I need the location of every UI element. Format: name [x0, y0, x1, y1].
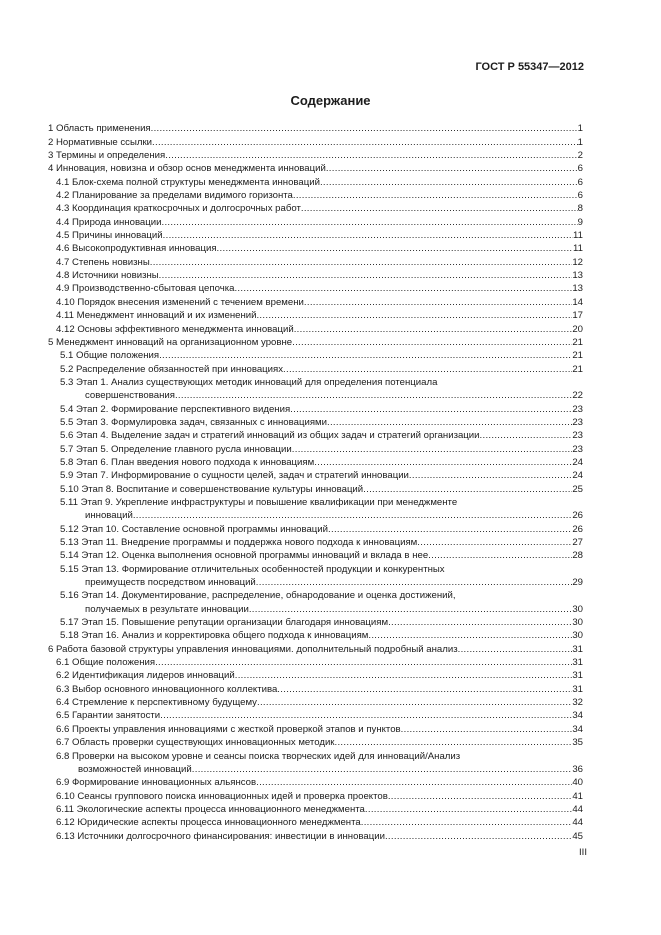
dot-leader	[368, 630, 572, 641]
toc-entry	[48, 802, 583, 815]
toc-entry-page: 26	[572, 523, 583, 535]
toc-entry	[48, 134, 583, 147]
toc-entry-page: 11	[573, 243, 583, 255]
toc-entry-title: 4.12 Основы эффективного менеджмента инноваций	[56, 323, 294, 335]
toc-entry-title: 6.6 Проекты управления инновациями с жесткой проверкой этапов и пунктов	[56, 723, 401, 735]
toc-entry-title: 5.4 Этап 2. Формирование перспективного видения	[60, 403, 291, 415]
toc-entry	[48, 201, 583, 214]
dot-leader	[327, 417, 572, 428]
dot-leader	[304, 297, 572, 308]
dot-leader	[257, 697, 572, 708]
dot-leader	[458, 644, 573, 655]
toc-entry-title: 4.8 Источники новизны	[56, 270, 159, 282]
table-of-contents	[48, 121, 583, 842]
toc-entry-title: 5.16 Этап 14. Документирование, распределение, обнародование и оценка достижений,	[60, 590, 456, 602]
toc-entry-page: 14	[572, 296, 583, 308]
toc-entry	[48, 281, 583, 294]
toc-entry-title: 5.10 Этап 8. Воспитание и совершенствование культуры инноваций	[60, 483, 364, 495]
dot-leader	[133, 510, 572, 521]
toc-entry	[48, 775, 583, 788]
dot-leader	[159, 270, 573, 281]
toc-entry-title: 4.4 Природа инновации	[56, 216, 162, 228]
toc-entry-page: 6	[577, 163, 583, 175]
toc-entry	[48, 495, 583, 508]
toc-entry-title: 4.11 Менеджмент инноваций и их изменений	[56, 310, 257, 322]
toc-entry-title: 5.17 Этап 15. Повышение репутации организации благодаря инновациям	[60, 617, 389, 629]
toc-entry	[48, 762, 583, 775]
toc-entry	[48, 481, 583, 494]
toc-entry	[48, 388, 583, 401]
toc-entry-page: 36	[572, 763, 583, 775]
toc-entry-title: 4.2 Планирование за пределами видимого горизонта	[56, 190, 293, 202]
dot-leader	[320, 177, 578, 188]
toc-entry	[48, 788, 583, 801]
toc-entry-page: 28	[572, 550, 583, 562]
toc-entry-page: 31	[572, 643, 583, 655]
toc-entry-page: 21	[572, 336, 583, 348]
toc-entry-title: 6.13 Источники долгосрочного финансирования: инвестиции в инновации	[56, 830, 385, 842]
dot-leader	[388, 791, 573, 802]
toc-entry-title: 4.9 Производственно-сбытовая цепочка	[56, 283, 235, 295]
toc-entry	[48, 228, 583, 241]
toc-entry-title: 6.2 Идентификация лидеров инноваций	[56, 670, 235, 682]
toc-entry	[48, 708, 583, 721]
dot-leader	[293, 190, 578, 201]
toc-entry-page: 6	[577, 190, 583, 202]
toc-entry-page: 22	[572, 390, 583, 402]
toc-entry-page: 34	[572, 710, 583, 722]
toc-entry-title: 5.5 Этап 3. Формулировка задач, связанных с инновациями	[60, 416, 327, 428]
toc-entry-page: 44	[572, 803, 583, 815]
toc-entry-title: 5.9 Этап 7. Информирование о сущности целей, задач и стратегий инновации	[60, 470, 409, 482]
dot-leader	[401, 724, 573, 735]
dot-leader	[256, 777, 572, 788]
toc-entry-page: 17	[572, 310, 583, 322]
toc-entry-page: 31	[572, 657, 583, 669]
toc-entry-page: 44	[572, 817, 583, 829]
toc-entry	[48, 641, 583, 654]
dot-leader	[160, 710, 572, 721]
toc-entry-page: 11	[573, 230, 583, 242]
toc-entry	[48, 348, 583, 361]
toc-entry	[48, 735, 583, 748]
dot-leader	[256, 310, 572, 321]
toc-entry-title: возможностей инноваций	[78, 763, 192, 775]
toc-entry-page: 2	[577, 150, 583, 162]
dot-leader	[335, 737, 573, 748]
toc-entry-title: 5.2 Распределение обязанностей при инновациях	[60, 363, 284, 375]
dot-leader	[192, 764, 573, 775]
dot-leader	[294, 324, 573, 335]
toc-entry	[48, 468, 583, 481]
toc-entry-title: 2 Нормативные ссылки	[48, 136, 153, 148]
toc-entry	[48, 521, 583, 534]
toc-entry-title: 5.1 Общие положения	[60, 350, 160, 362]
toc-entry	[48, 828, 583, 841]
toc-entry-page: 23	[572, 403, 583, 415]
toc-entry-page: 20	[572, 323, 583, 335]
toc-entry-title: 6.7 Область проверки существующих инновационных методик	[56, 737, 335, 749]
dot-leader	[292, 337, 572, 348]
toc-entry-page: 23	[572, 443, 583, 455]
toc-entry-title: 5.13 Этап 11. Внедрение программы и поддержка нового подхода к инновациям	[60, 537, 418, 548]
dot-leader	[290, 404, 572, 415]
toc-entry-title: 4.10 Порядок внесения изменений с течением времени	[56, 296, 304, 308]
toc-entry-page: 21	[572, 350, 583, 362]
toc-entry	[48, 361, 583, 374]
toc-entry-page: 9	[577, 216, 583, 228]
toc-entry-page: 1	[577, 123, 583, 135]
toc-entry-page: 25	[572, 483, 583, 495]
toc-entry-title: 5.6 Этап 4. Выделение задач и стратегий инноваций из общих задач и стратегий организации	[60, 430, 480, 442]
toc-entry	[48, 294, 583, 307]
dot-leader	[328, 524, 572, 535]
dot-leader	[417, 537, 572, 548]
toc-entry	[48, 268, 583, 281]
toc-entry-title: инноваций	[85, 510, 133, 522]
toc-entry-page: 23	[572, 416, 583, 428]
toc-entry	[48, 241, 583, 254]
toc-entry-title: 4.6 Высокопродуктивная инновация	[56, 243, 217, 255]
toc-entry	[48, 401, 583, 414]
toc-entry-title: 4.5 Причины инноваций	[56, 230, 163, 242]
dot-leader	[409, 470, 572, 481]
toc-entry	[48, 615, 583, 628]
toc-entry	[48, 561, 583, 574]
toc-entry	[48, 254, 583, 267]
toc-entry-title: 6.9 Формирование инновационных альянсов	[56, 777, 257, 789]
toc-entry-title: 4.3 Координация краткосрочных и долгосрочных работ	[56, 203, 301, 215]
toc-entry	[48, 441, 583, 454]
toc-entry-title: 5.11 Этап 9. Укрепление инфраструктуры и повышение квалификации при менеджменте	[60, 496, 458, 508]
dot-leader	[388, 617, 572, 628]
toc-entry-page: 1	[577, 136, 583, 148]
toc-entry-page: 6	[577, 176, 583, 188]
toc-entry-title: 5.8 Этап 6. План введения нового подхода к инновациям	[60, 456, 315, 468]
toc-entry	[48, 815, 583, 828]
toc-entry-title: преимуществ посредством инноваций	[85, 577, 256, 589]
toc-entry	[48, 161, 583, 174]
dot-leader	[292, 444, 573, 455]
dot-leader	[150, 257, 573, 268]
toc-entry	[48, 321, 583, 334]
dot-leader	[161, 217, 577, 228]
toc-entry-title: 6.4 Стремление к перспективному будущему	[56, 697, 257, 709]
toc-entry	[48, 308, 583, 321]
toc-entry-title: 5.7 Этап 5. Определение главного русла инновации	[60, 443, 292, 455]
toc-entry-title: 4.7 Степень новизны	[56, 256, 150, 268]
dot-leader	[365, 804, 572, 815]
toc-entry-page: 45	[572, 830, 583, 842]
toc-entry	[48, 415, 583, 428]
dot-leader	[361, 817, 573, 828]
toc-entry	[48, 174, 583, 187]
toc-entry-title: 5.15 Этап 13. Формирование отличительных особенностей продукции и конкурентных	[60, 563, 445, 575]
toc-entry-title: 6.11 Экологические аспекты процесса инновационного менеджмента	[56, 803, 365, 815]
dot-leader	[363, 484, 572, 495]
toc-entry-title: 5.14 Этап 12. Оценка выполнения основной программы инноваций и вклада в нее	[60, 550, 429, 562]
toc-entry-title: 5.3 Этап 1. Анализ существующих методик инноваций для определения потенциала	[60, 376, 438, 388]
toc-entry	[48, 681, 583, 694]
toc-entry-title: 6.5 Гарантии занятости	[56, 710, 161, 722]
dot-leader	[152, 137, 578, 148]
dot-leader	[314, 457, 572, 468]
toc-entry	[48, 695, 583, 708]
dot-leader	[301, 203, 578, 214]
toc-entry-page: 29	[572, 577, 583, 589]
toc-entry-title: 5.12 Этап 10. Составление основной программы инноваций	[60, 523, 329, 535]
toc-entry-page: 35	[572, 737, 583, 749]
toc-entry-title: 1 Область применения	[48, 123, 151, 135]
toc-entry-page: 30	[572, 617, 583, 629]
dot-leader	[249, 604, 573, 615]
toc-entry-page: 41	[572, 790, 583, 802]
toc-entry	[48, 628, 583, 641]
toc-entry	[48, 588, 583, 601]
dot-leader	[165, 150, 577, 161]
dot-leader	[155, 657, 572, 668]
toc-entry	[48, 375, 583, 388]
toc-entry-page: 13	[572, 270, 583, 282]
toc-entry	[48, 508, 583, 521]
dot-leader	[385, 831, 572, 842]
toc-entry	[48, 721, 583, 734]
toc-entry-title: 3 Термины и определения	[48, 150, 166, 162]
dot-leader	[163, 230, 573, 241]
dot-leader	[428, 550, 572, 561]
toc-entry-page: 31	[572, 683, 583, 695]
toc-entry-title: получаемых в результате инновации	[85, 603, 249, 615]
toc-entry	[48, 575, 583, 588]
toc-entry-page: 12	[572, 256, 583, 268]
toc-entry-page: 40	[572, 777, 583, 789]
toc-entry-title: 4.1 Блок-схема полной структуры менеджмента инноваций	[56, 176, 320, 188]
standard-designation: ГОСТ Р 55347—2012	[475, 61, 584, 73]
page-number: III	[579, 847, 587, 858]
toc-entry-page: 24	[572, 456, 583, 468]
toc-entry-page: 27	[572, 537, 583, 548]
toc-entry-title: 6.3 Выбор основного инновационного коллектива	[56, 683, 278, 695]
page-title: Содержание	[290, 93, 371, 108]
toc-entry	[48, 214, 583, 227]
toc-entry	[48, 668, 583, 681]
toc-entry-title: совершенствования	[85, 390, 175, 402]
dot-leader	[480, 430, 573, 441]
toc-entry-page: 30	[572, 630, 583, 642]
toc-entry-title: 6 Работа базовой структуры управления инновациями. дополнительный подробный анализ	[48, 643, 458, 655]
toc-entry-page: 24	[572, 470, 583, 482]
toc-entry	[48, 121, 583, 134]
dot-leader	[235, 670, 573, 681]
toc-entry-title: 5 Менеджмент инноваций на организационном уровне	[48, 336, 293, 348]
toc-entry	[48, 535, 583, 548]
toc-entry-page: 31	[572, 670, 583, 682]
toc-entry	[48, 748, 583, 761]
toc-entry	[48, 655, 583, 668]
toc-entry-title: 6.12 Юридические аспекты процесса инновационного менеджмента	[56, 817, 361, 829]
toc-entry	[48, 601, 583, 614]
toc-entry-title: 4 Инновация, новизна и обзор основ менеджмента инноваций	[48, 163, 326, 175]
toc-entry	[48, 548, 583, 561]
toc-entry-title: 5.18 Этап 16. Анализ и корректировка общего подхода к инновациям	[60, 630, 369, 642]
toc-entry-page: 30	[572, 603, 583, 615]
toc-entry-page: 8	[577, 203, 583, 215]
toc-entry-page: 26	[572, 510, 583, 522]
toc-entry-page: 34	[572, 723, 583, 735]
toc-entry-title: 6.1 Общие положения	[56, 657, 156, 669]
toc-entry-page: 21	[572, 363, 583, 375]
dot-leader	[175, 390, 572, 401]
toc-entry	[48, 455, 583, 468]
toc-entry	[48, 148, 583, 161]
toc-entry-title: 6.10 Сеансы группового поиска инновационных идей и проверка проектов	[56, 790, 388, 802]
dot-leader	[256, 577, 573, 588]
dot-leader	[159, 350, 572, 361]
dot-leader	[277, 684, 572, 695]
toc-entry-title: 6.8 Проверки на высоком уровне и сеансы поиска творческих идей для инноваций/Анализ	[56, 750, 461, 762]
toc-entry	[48, 188, 583, 201]
dot-leader	[151, 123, 578, 134]
dot-leader	[326, 163, 578, 174]
toc-entry-page: 13	[572, 283, 583, 295]
toc-entry-page: 32	[572, 697, 583, 709]
dot-leader	[283, 364, 572, 375]
toc-entry	[48, 335, 583, 348]
toc-entry-page: 23	[572, 430, 583, 442]
dot-leader	[217, 243, 573, 254]
toc-entry	[48, 428, 583, 441]
dot-leader	[234, 283, 572, 294]
